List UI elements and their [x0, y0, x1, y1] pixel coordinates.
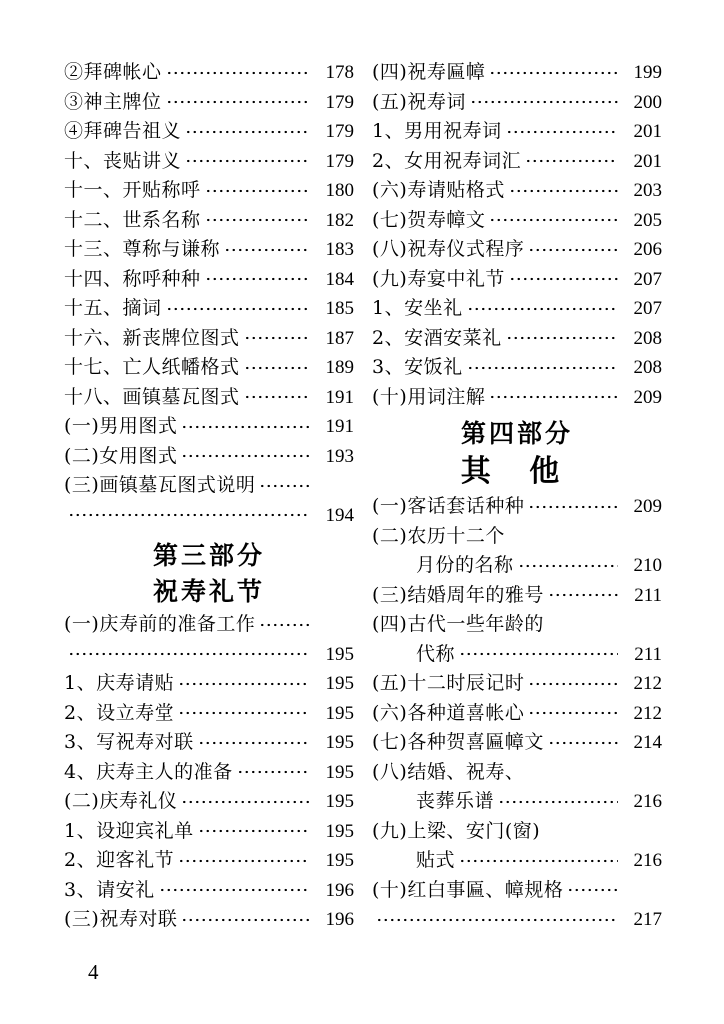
toc-entry-page: 195 — [325, 643, 354, 665]
toc-entry-title: (十)用词注解 — [372, 385, 486, 408]
toc-entry-page: 195 — [325, 702, 354, 724]
toc-entry — [372, 58, 662, 88]
toc-entry-title: (四)古代一些年龄的 — [372, 613, 544, 635]
leader-dots — [205, 216, 310, 224]
toc-entry — [64, 669, 354, 699]
toc-entry — [372, 817, 662, 847]
toc-entry-title: 十七、亡人纸幡格式 — [64, 356, 240, 378]
leader-dots — [181, 423, 310, 431]
toc-entry-page: 178 — [325, 62, 354, 83]
toc-entry — [372, 699, 662, 729]
toc-entry-title: 十五、摘词 — [64, 297, 162, 319]
leader-dots — [68, 511, 310, 519]
toc-entry-title: (七)贺寿幛文 — [372, 208, 486, 231]
toc-entry-page: 203 — [633, 180, 662, 201]
toc-entry — [64, 905, 354, 935]
leader-dots — [518, 562, 618, 570]
toc-entry-page: 196 — [325, 879, 354, 901]
toc-entry-page: 195 — [325, 791, 354, 812]
toc-entry — [372, 383, 662, 413]
toc-entry-title: 贴式 — [416, 849, 456, 871]
leader-dots — [244, 393, 310, 401]
toc-entry — [372, 88, 662, 118]
toc-entry-page: 201 — [633, 121, 662, 142]
toc-entry — [372, 324, 662, 354]
toc-entry — [372, 353, 662, 383]
toc-entry-page: 195 — [325, 761, 354, 783]
toc-entry-title: (九)上梁、安门(窗) — [372, 819, 541, 842]
leader-dots — [506, 334, 618, 342]
leader-dots — [506, 128, 618, 136]
toc-entry — [64, 353, 354, 383]
toc-entry-page: 209 — [633, 496, 662, 517]
toc-entry-title: ③神主牌位 — [64, 90, 162, 113]
leader-dots — [181, 916, 310, 924]
leader-dots — [166, 69, 310, 77]
toc-entry-title: 2、安酒安菜礼 — [372, 326, 502, 349]
toc-entry-page: 189 — [325, 357, 354, 378]
toc-entry — [372, 551, 662, 581]
toc-entry-page: 179 — [325, 91, 354, 113]
toc-entry-page: 216 — [633, 791, 662, 812]
toc-entry-page: 206 — [633, 239, 662, 260]
leader-dots — [68, 650, 310, 658]
leader-dots — [528, 680, 618, 688]
leader-dots — [509, 187, 618, 195]
leader-dots — [548, 739, 618, 747]
toc-left-column — [64, 58, 354, 935]
leader-dots — [525, 157, 618, 165]
toc-entry-title: ④拜碑告祖义 — [64, 120, 182, 142]
toc-entry — [64, 412, 354, 442]
toc-entry-page: 182 — [325, 209, 354, 231]
toc-entry-page: 195 — [325, 850, 354, 871]
toc-entry — [64, 846, 354, 876]
part4-title: 第四部分 — [460, 419, 573, 448]
toc-entry-title: 十四、称呼种种 — [64, 267, 201, 290]
toc-entry — [372, 846, 662, 876]
toc-entry-page: 208 — [633, 327, 662, 349]
leader-dots — [489, 216, 618, 224]
toc-entry-page: 201 — [633, 150, 662, 172]
toc-entry — [64, 787, 354, 817]
toc-entry-page: 200 — [633, 91, 662, 113]
toc-entry-title: (一)庆寿前的准备工作 — [64, 613, 256, 635]
toc-entry-title: (二)农历十二个 — [372, 524, 505, 547]
toc-entry-title: 3、请安礼 — [64, 878, 155, 901]
leader-dots — [237, 768, 310, 776]
toc-entry — [64, 501, 354, 531]
leader-dots — [467, 364, 618, 372]
leader-dots — [489, 393, 618, 401]
leader-dots — [509, 275, 618, 283]
toc-entry-title: (一)男用图式 — [64, 415, 178, 437]
leader-dots — [244, 334, 310, 342]
toc-entry-title: 1、男用祝寿词 — [372, 120, 502, 142]
toc-entry-page: 207 — [633, 268, 662, 290]
leader-dots — [528, 709, 618, 717]
leader-dots — [548, 591, 618, 599]
toc-entry-page: 211 — [634, 643, 662, 665]
toc-entry — [372, 669, 662, 699]
toc-entry — [64, 817, 354, 847]
toc-entry-title: (三)结婚周年的雅号 — [372, 583, 544, 606]
toc-entry-page: 195 — [325, 673, 354, 694]
toc-entry-page: 210 — [633, 555, 662, 576]
part3-title: 第三部分 — [152, 541, 265, 570]
toc-entry — [64, 471, 354, 501]
toc-entry-title: 十八、画镇墓瓦图式 — [64, 385, 240, 408]
toc-entry-title: 代称 — [416, 642, 456, 665]
leader-dots — [159, 886, 310, 894]
toc-entry-title: 十六、新丧牌位图式 — [64, 326, 240, 349]
toc-entry-title: (五)祝寿词 — [372, 90, 466, 113]
toc-entry — [64, 640, 354, 670]
toc-entry-title: 1、设迎宾礼单 — [64, 819, 194, 842]
leader-dots — [185, 157, 310, 165]
leader-dots — [166, 98, 310, 106]
toc-entry — [372, 640, 662, 670]
toc-entry — [64, 58, 354, 88]
toc-entry-title: 2、设立寿堂 — [64, 701, 175, 724]
page-number: 4 — [88, 960, 99, 984]
toc-entry-title: (一)客话套话种种 — [372, 495, 525, 517]
part3-subtitle: 祝寿礼节 — [152, 577, 265, 606]
toc-entry-page: 191 — [325, 416, 354, 437]
toc-entry-page: 195 — [325, 732, 354, 753]
toc-entry-title: 丧葬乐谱 — [416, 790, 495, 812]
toc-entry — [64, 383, 354, 413]
toc-entry-title: ②拜碑帐心 — [64, 61, 162, 83]
toc-entry-title: (九)寿宴中礼节 — [372, 267, 505, 290]
toc-entry — [64, 876, 354, 906]
toc-entry-page: 209 — [633, 386, 662, 408]
toc-entry — [372, 522, 662, 552]
leader-dots — [259, 482, 310, 490]
toc-entry-page: 207 — [633, 298, 662, 319]
toc-entry — [372, 147, 662, 177]
part4-subtitle: 其 他 — [460, 454, 574, 489]
toc-entry-title: 1、庆寿请贴 — [64, 672, 175, 694]
toc-entry — [64, 117, 354, 147]
toc-entry — [372, 728, 662, 758]
leader-dots — [489, 69, 618, 77]
toc-entry-title: 十一、开贴称呼 — [64, 179, 201, 201]
toc-entry-title: 月份的名称 — [416, 554, 514, 576]
toc-entry-page: 212 — [633, 702, 662, 724]
toc-entry — [372, 176, 662, 206]
toc-entry-page: 179 — [325, 150, 354, 172]
toc-entry-page: 180 — [325, 180, 354, 201]
toc-entry-title: (六)寿请贴格式 — [372, 179, 505, 201]
leader-dots — [178, 709, 310, 717]
toc-entry — [64, 324, 354, 354]
toc-entry — [64, 206, 354, 236]
toc-entry-page: 187 — [325, 327, 354, 349]
toc-entry-title: (六)各种道喜帐心 — [372, 701, 525, 724]
leader-dots — [467, 305, 618, 313]
leader-dots — [528, 246, 618, 254]
leader-dots — [185, 128, 310, 136]
toc-entry-title: 十二、世系名称 — [64, 208, 201, 231]
toc-entry-page: 211 — [634, 584, 662, 606]
toc-entry-title: (五)十二时辰记时 — [372, 672, 525, 694]
toc-entry-title: 4、庆寿主人的准备 — [64, 760, 233, 783]
leader-dots — [205, 275, 310, 283]
toc-entry-title: (三)祝寿对联 — [64, 908, 178, 930]
toc-entry-page: 194 — [325, 504, 354, 526]
leader-dots — [205, 187, 310, 195]
toc-entry-page: 214 — [633, 732, 662, 753]
toc-entry — [64, 758, 354, 788]
toc-entry-title: 3、写祝寿对联 — [64, 731, 194, 753]
toc-entry-page: 179 — [325, 121, 354, 142]
leader-dots — [470, 98, 618, 106]
toc-entry-title: (三)画镇墓瓦图式说明 — [64, 474, 256, 496]
leader-dots — [198, 827, 310, 835]
leader-dots — [178, 857, 310, 865]
toc-entry-title: (四)祝寿匾幛 — [372, 61, 486, 83]
toc-entry — [64, 147, 354, 177]
toc-entry-title: (二)庆寿礼仪 — [64, 790, 178, 812]
toc-entry — [372, 294, 662, 324]
leader-dots — [498, 798, 618, 806]
toc-entry — [64, 699, 354, 729]
toc-right-column — [372, 58, 662, 935]
toc-entry-title: 3、安饭礼 — [372, 356, 463, 378]
toc-entry-page: 212 — [633, 673, 662, 694]
toc-entry-title: 1、安坐礼 — [372, 297, 463, 319]
toc-entry-page: 196 — [325, 909, 354, 930]
toc-entry — [64, 728, 354, 758]
leader-dots — [224, 246, 310, 254]
leader-dots — [459, 650, 618, 658]
toc-entry — [64, 610, 354, 640]
toc-entry — [64, 294, 354, 324]
toc-entry-title: 2、迎客礼节 — [64, 849, 175, 871]
leader-dots — [528, 503, 618, 511]
leader-dots — [166, 305, 310, 313]
toc-entry-title: (八)结婚、祝寿、 — [372, 760, 525, 783]
leader-dots — [459, 857, 618, 865]
toc-entry-page: 205 — [633, 209, 662, 231]
toc-entry-page: 184 — [325, 268, 354, 290]
toc-entry — [372, 117, 662, 147]
toc-entry — [64, 265, 354, 295]
leader-dots — [376, 916, 618, 924]
toc-entry — [64, 442, 354, 472]
toc-entry-page: 193 — [325, 445, 354, 467]
toc-entry-title: (八)祝寿仪式程序 — [372, 238, 525, 260]
toc-entry-title: (二)女用图式 — [64, 444, 178, 467]
toc-entry — [372, 581, 662, 611]
toc-entry — [64, 235, 354, 265]
leader-dots — [198, 739, 310, 747]
toc-entry — [372, 206, 662, 236]
leader-dots — [178, 680, 310, 688]
toc-entry-title: 十三、尊称与谦称 — [64, 238, 221, 260]
toc-entry — [372, 876, 662, 906]
toc-entry-title: 十、丧贴讲义 — [64, 149, 182, 172]
leader-dots — [259, 621, 310, 629]
toc-entry — [372, 610, 662, 640]
leader-dots — [181, 452, 310, 460]
toc-entry — [64, 176, 354, 206]
toc-entry-page: 195 — [325, 820, 354, 842]
toc-entry-page: 191 — [325, 386, 354, 408]
toc-entry-title: (七)各种贺喜匾幛文 — [372, 731, 544, 753]
toc-entry-page: 216 — [633, 850, 662, 871]
toc-entry — [372, 492, 662, 522]
toc-entry — [372, 905, 662, 935]
toc-entry-title: 2、女用祝寿词汇 — [372, 149, 522, 172]
toc-entry-page: 183 — [325, 239, 354, 260]
toc-entry-page: 208 — [633, 357, 662, 378]
toc-entry — [64, 88, 354, 118]
toc-entry — [372, 787, 662, 817]
leader-dots — [244, 364, 310, 372]
toc-entry — [372, 265, 662, 295]
leader-dots — [181, 798, 310, 806]
toc-entry-page: 217 — [633, 909, 662, 930]
toc-entry-page: 185 — [325, 298, 354, 319]
toc-entry-title: (十)红白事匾、幛规格 — [372, 878, 564, 901]
toc-entry — [372, 235, 662, 265]
leader-dots — [567, 886, 618, 894]
toc-entry — [372, 758, 662, 788]
toc-entry-page: 199 — [633, 62, 662, 83]
